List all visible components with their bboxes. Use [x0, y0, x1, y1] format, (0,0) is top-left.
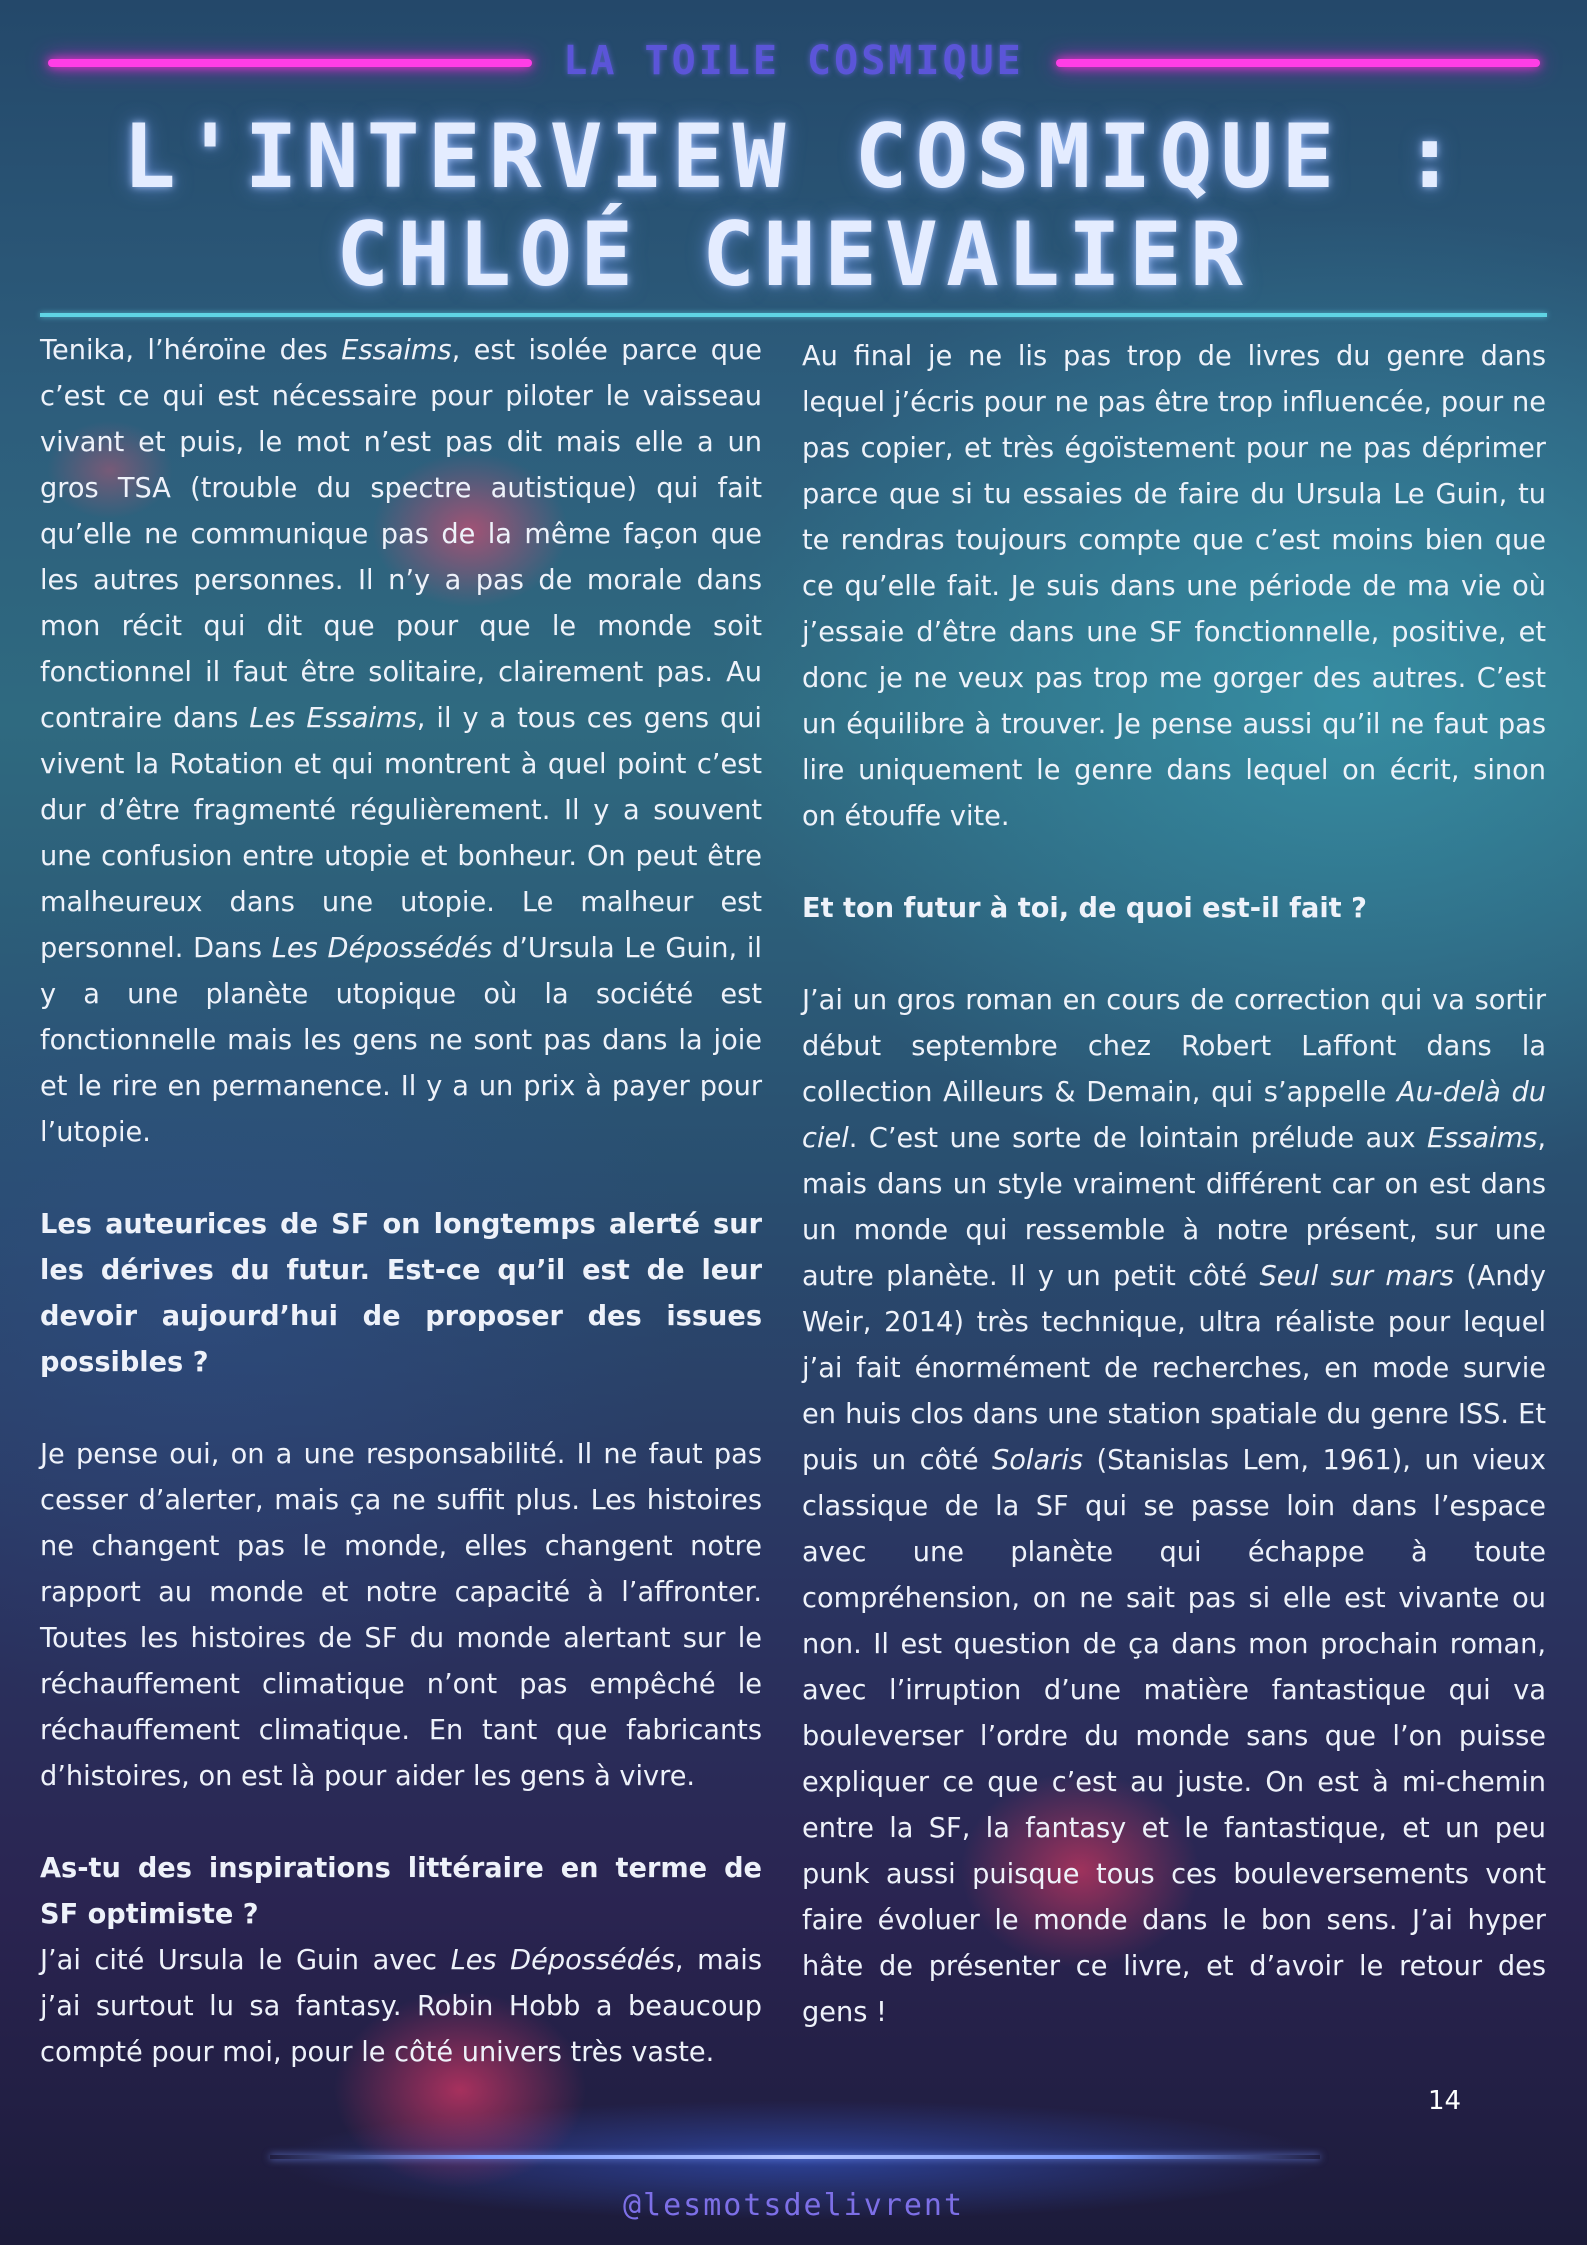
interview-question: As-tu des inspirations littéraire en terme de SF optimiste ? — [40, 1853, 762, 1930]
title-divider — [40, 313, 1547, 317]
title-line-1: L'INTERVIEW COSMIQUE : — [122, 105, 1465, 208]
social-handle: @lesmotsdelivrent — [622, 2188, 965, 2223]
interview-question: Les auteurices de SF on longtemps alerté sur les dérives du futur. Est-ce qu’il est de leur devoir aujourd’hui de proposer des issues possibles ? — [40, 1209, 762, 1378]
page-number: 14 — [1428, 2086, 1462, 2116]
answer-paragraph: Tenika, l’héroïne des Essaims, est isolée parce que c’est ce qui est nécessaire pour piloter le vaisseau vivant et puis, le mot n’est pas dit mais elle a un gros TSA (trouble du spectre autistique) qui fait qu’elle ne communique pas de la même façon que les autres personnes. Il n’y a pas de morale dans mon récit qui dit que pour que le monde soit fonctionnel il faut être solitaire, clairement pas. Au contraire dans Les Essaims, il y a tous ces gens qui vivent la Rotation et qui montrent à quel point c’est dur d’être fragmenté régulièrement. Il y a souvent une confusion entre utopie et bonheur. On peut être malheureux dans une utopie. Le malheur est personnel. Dans Les Dépossédés d’Ursula Le Guin, il y a une planète utopique où la société est fonctionnelle mais les gens ne sont pas dans la joie et le rire en permanence. Il y a un prix à payer pour l’utopie. — [40, 335, 762, 1148]
answer-paragraph: J’ai un gros roman en cours de correction qui va sortir début septembre chez Robert Laffont dans la collection Ailleurs & Demain, qui s’appelle Au-delà du ciel. C’est une sorte de lointain prélude aux Essaims, mais dans un style vraiment différent car on est dans un monde qui ressemble à notre présent, sur une autre planète. Il y un petit côté Seul sur mars (Andy Weir, 2014) très technique, ultra réaliste pour lequel j’ai fait énormément de recherches, en mode survie en huis clos dans une station spatiale du genre ISS. Et puis un côté Solaris (Stanislas Lem, 1961), un vieux classique de la SF qui se passe loin dans l’espace avec une planète qui échappe à toute compréhension, on ne sait pas si elle est vivante ou non. Il est question de ça dans mon prochain roman, avec l’irruption d’une matière fantastique qui va bouleverser l’ordre du monde sans que l’on puisse expliquer ce que c’est au juste. On est à mi-chemin entre la SF, la fantasy et le fantastique, et un peu punk aussi puisque tous ces bouleversements vont faire évoluer le monde dans le bon sens. J’ai hyper hâte de présenter ce livre, et d’avoir le retour des gens ! — [802, 985, 1546, 2028]
answer-paragraph: Au final je ne lis pas trop de livres du genre dans lequel j’écris pour ne pas être trop influencée, pour ne pas copier, et très égoïstement pour ne pas déprimer parce que si tu essaies de faire du Ursula Le Guin, tu te rendras toujours compte que c’est moins bien que ce qu’elle fait. Je suis dans une période de ma vie où j’essaie d’être dans une SF fonctionnelle, positive, et donc je ne veux pas trop me gorger des autres. C’est un équilibre à trouver. Je pense aussi qu’il ne faut pas lire uniquement le genre dans lequel on écrit, sinon on étouffe vite. — [802, 341, 1546, 832]
page-title — [0, 105, 1587, 306]
answer-paragraph: J’ai cité Ursula le Guin avec Les Dépossédés, mais j’ai surtout lu sa fantasy. Robin Hobb a beaucoup compté pour moi, pour le côté univers très vaste. — [40, 1945, 762, 2068]
answer-paragraph: Je pense oui, on a une responsabilité. Il ne faut pas cesser d’alerter, mais ça ne suffit plus. Les histoires ne changent pas le monde, elles changent notre rapport au monde et notre capacité à l’affronter. Toutes les histoires de SF du monde alertant sur le réchauffement climatique n’ont pas empêché le réchauffement climatique. En tant que fabricants d’histoires, on est là pour aider les gens à vivre. — [40, 1439, 762, 1792]
left-column — [40, 328, 762, 2076]
footer-divider — [270, 2155, 1320, 2159]
title-line-2: CHLOÉ CHEVALIER — [336, 203, 1251, 306]
right-column — [802, 334, 1546, 2036]
interview-question: Et ton futur à toi, de quoi est-il fait ? — [802, 893, 1367, 924]
section-kicker: LA TOILE COSMIQUE — [563, 38, 1024, 84]
